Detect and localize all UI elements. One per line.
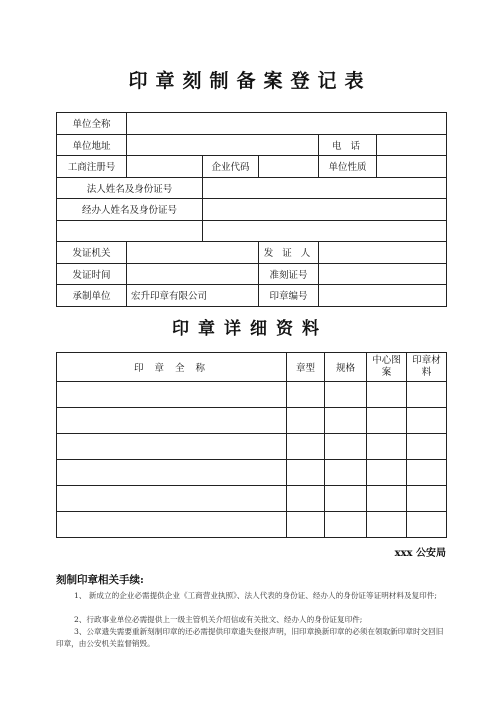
seal-type-cell[interactable] bbox=[287, 486, 325, 512]
issue-time-label: 发证时间 bbox=[57, 263, 127, 285]
note-item-3: 3、公章遗失需要重新刻制印章的还必需提供印章遗失登报声明，旧印章换新印章的必须在领取新印章时交回旧印章，由公安机关监督销毁。 bbox=[56, 627, 444, 648]
pattern-cell[interactable] bbox=[367, 512, 407, 538]
table-row bbox=[57, 434, 447, 460]
seal-name-cell[interactable] bbox=[57, 434, 287, 460]
pattern-cell[interactable] bbox=[367, 434, 407, 460]
header-center-pattern: 中心图案 bbox=[367, 353, 407, 382]
seal-type-cell[interactable] bbox=[287, 382, 325, 408]
seal-number-label: 印章编号 bbox=[259, 285, 319, 307]
material-cell[interactable] bbox=[407, 382, 447, 408]
engraving-permit-field[interactable] bbox=[319, 263, 447, 285]
company-code-field[interactable] bbox=[259, 156, 319, 178]
seal-type-cell[interactable] bbox=[287, 408, 325, 434]
page-title: 印章刻制备案登记表 bbox=[128, 70, 372, 92]
notes-title: 刻制印章相关手续: bbox=[56, 574, 144, 586]
phone-field[interactable] bbox=[377, 134, 447, 156]
seal-name-cell[interactable] bbox=[57, 408, 287, 434]
table-row bbox=[57, 512, 447, 538]
seal-type-cell[interactable] bbox=[287, 512, 325, 538]
engraving-permit-label: 准刻证号 bbox=[259, 263, 319, 285]
unit-address-field[interactable] bbox=[127, 134, 319, 156]
issuer-field[interactable] bbox=[319, 242, 447, 264]
company-code-label: 企业代码 bbox=[203, 156, 259, 178]
spec-cell[interactable] bbox=[325, 512, 367, 538]
issue-time-field[interactable] bbox=[127, 263, 259, 285]
pattern-cell[interactable] bbox=[367, 408, 407, 434]
unit-name-label: 单位全称 bbox=[57, 113, 127, 135]
business-reg-label: 工商注册号 bbox=[57, 156, 127, 178]
material-cell[interactable] bbox=[407, 486, 447, 512]
seal-type-cell[interactable] bbox=[287, 434, 325, 460]
spec-cell[interactable] bbox=[325, 382, 367, 408]
handler-field[interactable] bbox=[203, 199, 447, 221]
spec-cell[interactable] bbox=[325, 408, 367, 434]
header-spec: 规格 bbox=[325, 353, 367, 382]
seal-type-cell[interactable] bbox=[287, 460, 325, 486]
handler-label: 经办人姓名及身份证号 bbox=[57, 199, 203, 221]
unit-nature-field[interactable] bbox=[377, 156, 447, 178]
legal-rep-label: 法人姓名及身份证号 bbox=[57, 177, 203, 199]
table-row bbox=[57, 486, 447, 512]
pattern-cell[interactable] bbox=[367, 486, 407, 512]
spec-cell[interactable] bbox=[325, 486, 367, 512]
material-cell[interactable] bbox=[407, 434, 447, 460]
issuing-authority-field[interactable] bbox=[127, 242, 259, 264]
table-row bbox=[57, 460, 447, 486]
pattern-cell[interactable] bbox=[367, 382, 407, 408]
pattern-cell[interactable] bbox=[367, 460, 407, 486]
material-cell[interactable] bbox=[407, 460, 447, 486]
issuing-authority-label: 发证机关 bbox=[57, 242, 127, 264]
seal-name-cell[interactable] bbox=[57, 382, 287, 408]
seal-number-field[interactable] bbox=[319, 285, 447, 307]
handler-extra-field[interactable] bbox=[57, 220, 203, 242]
header-seal-type: 章型 bbox=[287, 353, 325, 382]
header-full-name: 印 章 全 称 bbox=[57, 353, 287, 382]
legal-rep-field[interactable] bbox=[203, 177, 447, 199]
handler-extra-field-2[interactable] bbox=[203, 220, 447, 242]
issuer-label: 发 证 人 bbox=[259, 242, 319, 264]
details-title: 印章详细资料 bbox=[172, 319, 328, 339]
business-reg-field[interactable] bbox=[127, 156, 203, 178]
spec-cell[interactable] bbox=[325, 434, 367, 460]
material-cell[interactable] bbox=[407, 408, 447, 434]
maker-unit-value: 宏升印章有限公司 bbox=[127, 285, 259, 307]
header-material: 印章材料 bbox=[407, 353, 447, 382]
registration-table bbox=[56, 112, 447, 307]
seal-name-cell[interactable] bbox=[57, 460, 287, 486]
table-row bbox=[57, 408, 447, 434]
seal-name-cell[interactable] bbox=[57, 486, 287, 512]
material-cell[interactable] bbox=[407, 512, 447, 538]
table-row bbox=[57, 382, 447, 408]
note-item-2: 2、行政事业单位必需提供上一级主管机关介绍信或有关批文、经办人的身份证复印件; bbox=[74, 615, 363, 624]
maker-unit-label: 承制单位 bbox=[57, 285, 127, 307]
seal-name-cell[interactable] bbox=[57, 512, 287, 538]
spec-cell[interactable] bbox=[325, 460, 367, 486]
seal-details-table bbox=[56, 352, 447, 538]
phone-label: 电 话 bbox=[319, 134, 377, 156]
note-item-1: 1、 新成立的企业必需提供企业《工商营业执照》、法人代表的身份证、经办人的身份证等证明材料及复印件; bbox=[74, 591, 437, 600]
unit-address-label: 单位地址 bbox=[57, 134, 127, 156]
unit-name-field[interactable] bbox=[127, 113, 447, 135]
police-bureau: xxx 公安局 bbox=[394, 548, 446, 559]
unit-nature-label: 单位性质 bbox=[319, 156, 377, 178]
